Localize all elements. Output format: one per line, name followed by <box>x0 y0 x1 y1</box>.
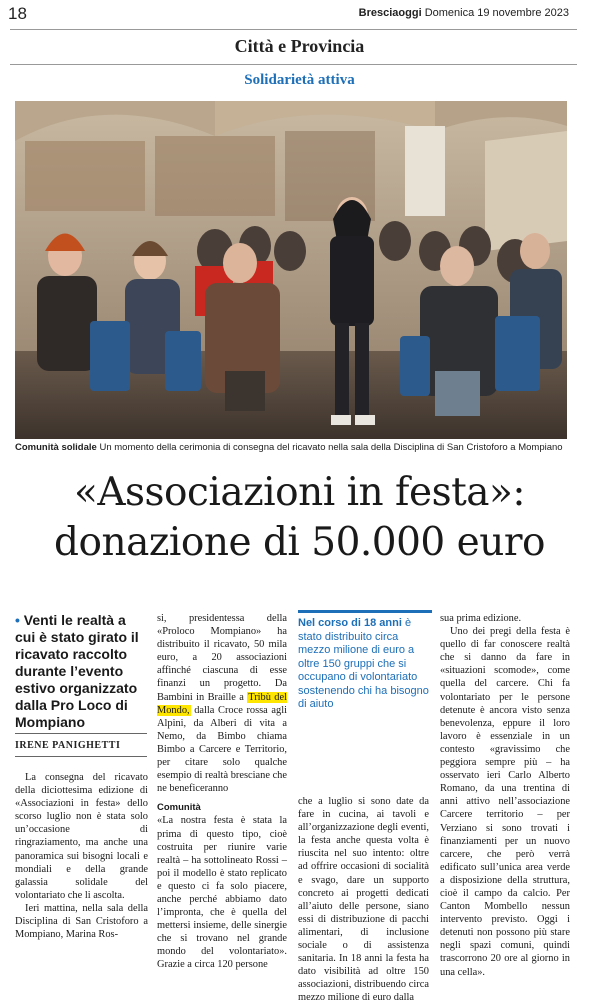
body-paragraph: sua prima edizione. <box>440 613 522 624</box>
section-divider <box>10 64 577 65</box>
headline-line-1: «Associazioni in festa»: <box>73 470 526 515</box>
section-kicker: Solidarietà attiva <box>244 72 355 88</box>
body-paragraph: La consegna del ricavato della diciottesima edizione di «Associazioni in festa» dello scorso luglio non è stata solo un’occasione di ringraziamento, ma anche una panoramica sui bisogni locali e mondiali e della grande galassia solidale del volontariato che li ascolta. <box>15 772 148 901</box>
pull-quote-text: è stato distribuito circa mezzo milione di euro a oltre 150 gruppi che si occupano di volontariato sostenendo chi ha bisogno di aiuto <box>298 617 429 710</box>
body-column-2 <box>157 612 287 972</box>
body-column-1 <box>15 771 148 941</box>
page-header <box>0 0 599 30</box>
article-summary <box>15 612 145 731</box>
caption-text: Un momento della cerimonia di consegna del ricavato nella sala della Disciplina di San Cristoforo a Mompiano <box>96 442 563 453</box>
body-paragraph: «La nostra festa è stata la prima di questo tipo, cioè costruita per riunire varie realtà – ha sottolineato Rossi – poi il modello è stato replicato e questo ci fa solo piacere, anche perché abbiamo dato l’impronta, che è quella del mettersi insieme, delle sinergie che si trovano nel grande mondo del volontariato». Grazie a circa 120 persone <box>157 815 287 971</box>
pull-quote-lead: Nel corso di 18 anni <box>298 617 402 629</box>
bullet-icon: • <box>15 612 20 628</box>
caption-label: Comunità solidale <box>15 442 97 453</box>
body-paragraph: Uno dei pregi della festa è quello di far conoscere realtà che si danno da fare in «situazioni scomode», come quella del carcere. Chi fa volontariato per le persone detenute è ancora visto senza benevolenza, eppure il loro lavoro è essenziale in un contesto «gravissimo che peggiora sempre più – ha osservato ieri Carlo Alberto Romano, da una trentina di anni attivo nell’associazione Carcere territorio – per Verziano si sono trovati i finanziamenti per un nuovo carcere, che però verrà edificato sull’unica area verde a disposizione della struttura, cioè il campo da calcio. Per Canton Mombello nessun intervento previsto. Oggi i detenuti non possono più stare negli spazi comuni, quindi trascorrono 20 ore al giorno in una cella». <box>440 626 570 978</box>
subheading: Comunità <box>157 802 201 814</box>
body-paragraph: che a luglio si sono date da fare in cucina, ai tavoli e all’organizzazione degli eventi, la festa anche questa volta è riuscita nel suo intento: oltre ad offrire occasioni di socialità e svago, dare un supporto concreto ai progetti dedicati all’aiuto delle persone, siano essi di distribuzione di pacchi alimentari, di inclusione sociale o di assistenza sanitaria. In 18 anni la festa ha dato visibilità ad oltre 150 associazioni, distribuendo circa mezzo milione di euro dalla <box>298 796 429 1004</box>
pull-quote <box>298 610 432 712</box>
body-column-4 <box>440 612 570 979</box>
summary-text: Venti le realtà a cui è stato girato il ricavato raccolto durante l’evento estivo organizzato dalla Pro Loco di Mompiano <box>15 612 139 730</box>
byline-divider-top <box>15 733 147 734</box>
ceremony-photo-illustration <box>15 101 567 439</box>
header-divider <box>10 29 577 30</box>
byline-divider-bottom <box>15 756 147 757</box>
highlighted-text: Tribù del Mondo, <box>157 691 287 716</box>
body-paragraph: si, presidentessa della «Proloco Mompiano» ha distribuito il ricavato, 50 mila euro, a 20 associazioni affinché ciascuna di esse finanzi un progetto. Da Bambini in Braille a Tribù del Mondo, dalla Croce rossa agli Alpini, da Alberi di vita a Nemo, da Bimbo chiama Bimbo a Carcere e Territorio, per citare solo qualche esempio di realtà bresciane che ne beneficeranno <box>157 613 287 795</box>
issue-date: Domenica 19 novembre 2023 <box>424 7 569 19</box>
page-number: 18 <box>8 4 27 23</box>
photo-caption <box>15 442 575 453</box>
article-photo[interactable] <box>15 101 567 439</box>
article-headline <box>0 468 599 568</box>
headline-line-2: donazione di 50.000 euro <box>54 520 545 565</box>
body-paragraph: Ieri mattina, nella sala della Disciplina di San Cristoforo a Mompiano, Marina Ros- <box>15 902 148 941</box>
body-column-3 <box>298 795 429 1005</box>
newspaper-name: Bresciaoggi <box>358 7 422 19</box>
masthead <box>359 7 569 19</box>
section-title: Città e Provincia <box>234 36 365 56</box>
author-byline: IRENE PANIGHETTI <box>15 740 121 751</box>
